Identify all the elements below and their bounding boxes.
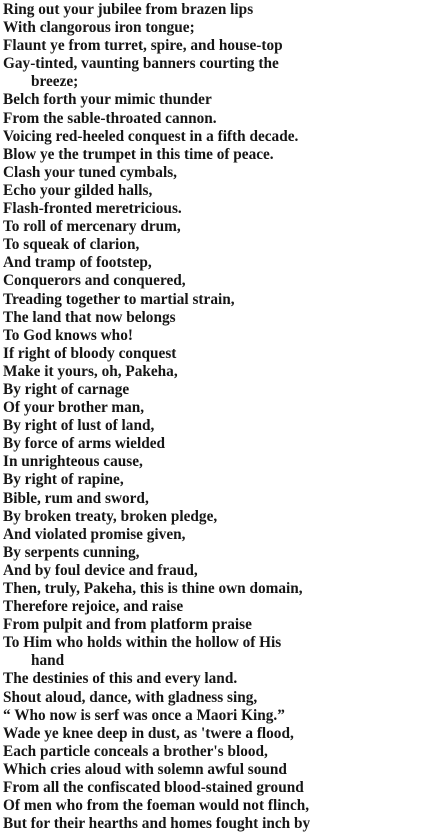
- poem-line: The land that now belongs: [3, 308, 176, 326]
- poem-line: Echo your gilded halls,: [3, 181, 153, 199]
- poem-line: Flash-fronted meretricious.: [3, 200, 182, 218]
- poem-line: And violated promise given,: [3, 525, 186, 543]
- poem-line-continuation: hand: [31, 652, 65, 670]
- poem-line: Conquerors and conquered,: [3, 272, 186, 290]
- poem-text: [3, 1, 423, 833]
- poem-line: To squeak of clarion,: [3, 236, 140, 254]
- poem-line-continuation: breeze;: [31, 73, 79, 91]
- poem-line: And by foul device and fraud,: [3, 561, 198, 579]
- poem-line: If right of bloody conquest: [3, 344, 177, 362]
- poem-line: Of your brother man,: [3, 399, 145, 417]
- poem-line: By serpents cunning,: [3, 543, 140, 561]
- poem-line: To Him who holds within the hollow of His: [3, 634, 282, 652]
- poem-line: Gay-tinted, vaunting banners courting the: [3, 55, 279, 73]
- poem-line: Treading together to martial strain,: [3, 290, 235, 308]
- poem-line: Blow ye the trumpet in this time of peace.: [3, 145, 274, 163]
- poem-line: Bible, rum and sword,: [3, 489, 149, 507]
- poem-line: Then, truly, Pakeha, this is thine own domain,: [3, 580, 303, 597]
- poem-line: In unrighteous cause,: [3, 453, 143, 471]
- poem-line: Shout aloud, dance, with gladness sing,: [3, 688, 258, 706]
- poem-line: From pulpit and from platform praise: [3, 616, 252, 634]
- poem-line: And tramp of footstep,: [3, 254, 152, 272]
- poem-line: By broken treaty, broken pledge,: [3, 507, 218, 525]
- poem-line: Belch forth your mimic thunder: [3, 91, 212, 109]
- poem-line: Which cries aloud with solemn awful sound: [3, 760, 287, 778]
- poem-line: With clangorous iron tongue;: [3, 19, 195, 37]
- poem-line: By right of carnage: [3, 380, 130, 398]
- poem-line: “ Who now is serf was once a Maori King.”: [3, 706, 285, 724]
- poem-line: To God knows who!: [3, 326, 133, 344]
- poem-line: Flaunt ye from turret, spire, and house-top: [3, 37, 283, 55]
- poem-line: Each particle conceals a brother's blood,: [3, 742, 268, 760]
- poem-line: From all the confiscated blood-stained ground: [3, 779, 304, 797]
- poem-line: By right of lust of land,: [3, 417, 155, 435]
- poem-line: Ring out your jubilee from brazen lips: [3, 1, 254, 18]
- poem-line: Of men who from the foeman would not flinch,: [3, 797, 310, 815]
- poem-line: But for their hearths and homes fought inch by: [3, 815, 311, 833]
- poem-line: To roll of mercenary drum,: [3, 218, 181, 236]
- poem-line: The destinies of this and every land.: [3, 670, 238, 688]
- poem-line: Make it yours, oh, Pakeha,: [3, 362, 178, 380]
- poem-line: From the sable-throated cannon.: [3, 109, 217, 127]
- poem-line: By force of arms wielded: [3, 435, 165, 453]
- poem-line: By right of rapine,: [3, 471, 124, 489]
- poem-line: Clash your tuned cymbals,: [3, 163, 177, 181]
- poem-line: Voicing red-heeled conquest in a fifth decade.: [3, 127, 299, 145]
- poem-line: Therefore rejoice, and raise: [3, 598, 184, 616]
- poem-line: Wade ye knee deep in dust, as 'twere a flood,: [3, 724, 294, 742]
